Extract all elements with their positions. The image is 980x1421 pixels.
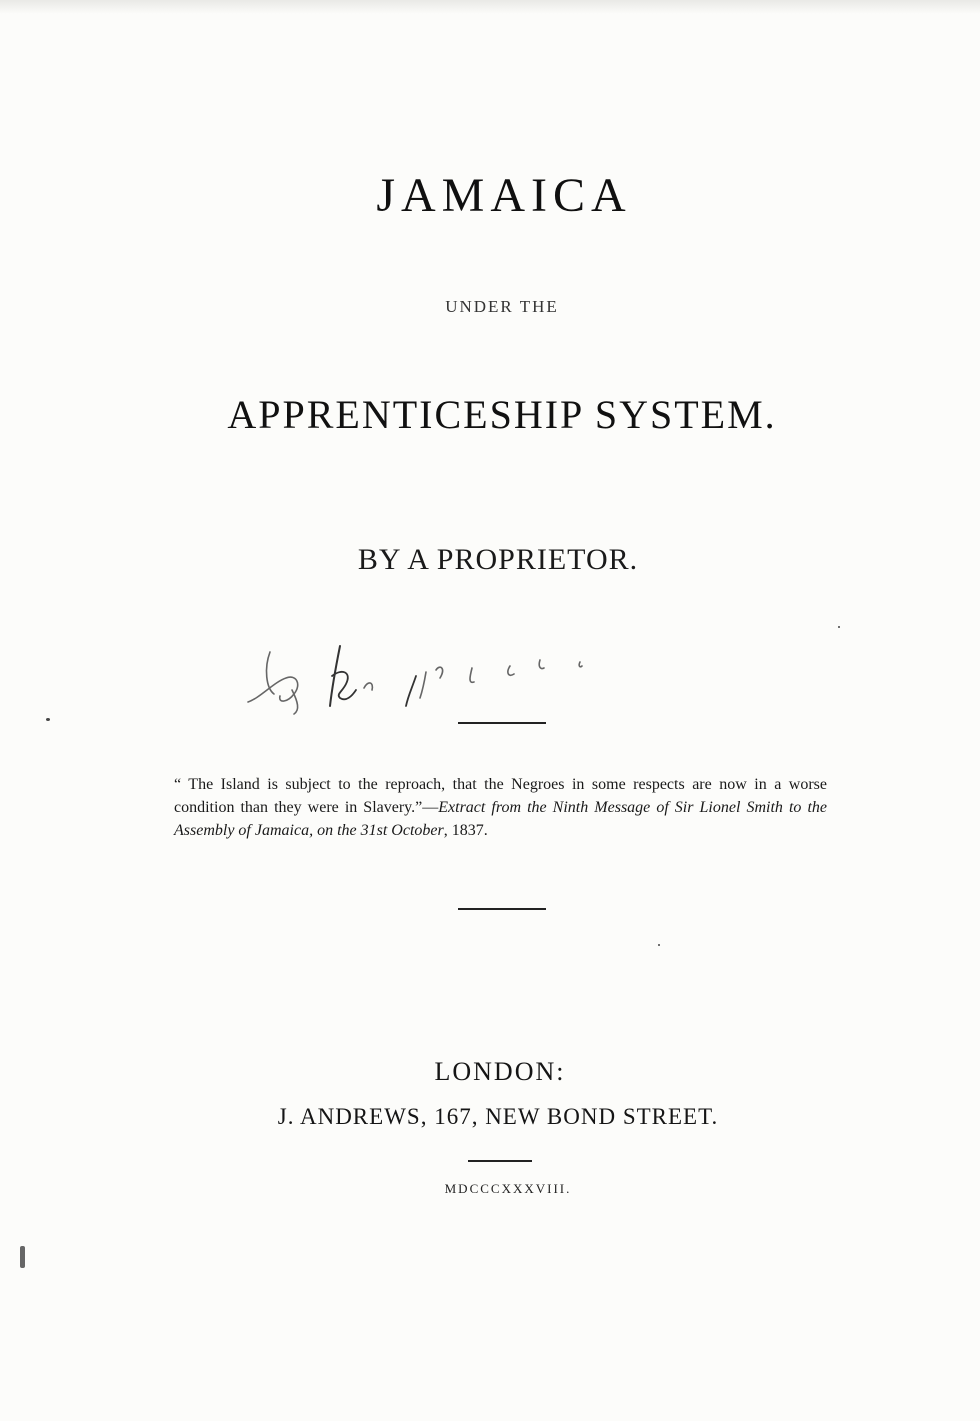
ink-speck xyxy=(46,718,50,721)
page-top-edge xyxy=(0,0,980,14)
ink-speck xyxy=(658,944,660,946)
divider-rule xyxy=(458,908,546,910)
book-title: JAMAICA xyxy=(376,169,632,222)
book-subtitle: APPRENTICESHIP SYSTEM. xyxy=(227,392,777,437)
handwritten-signature xyxy=(240,632,620,722)
epigraph xyxy=(174,773,827,842)
divider-rule xyxy=(458,722,546,724)
imprint-city: LONDON: xyxy=(434,1057,566,1086)
divider-rule xyxy=(468,1160,532,1162)
epigraph-source: Extract from the Ninth Message of Sir Lionel Smith to the Assembly of Jamaica, on the 31st October xyxy=(174,799,828,839)
author-byline: BY A PROPRIETOR. xyxy=(357,543,639,576)
epigraph-quote: “ The Island is subject to the reproach, that the Negroes in some respects are now in a worse condition than they were in Slavery.”— xyxy=(174,776,827,816)
title-connector: UNDER THE xyxy=(445,297,559,316)
epigraph-year: , 1837. xyxy=(443,822,488,839)
margin-mark xyxy=(20,1246,25,1268)
imprint-date: MDCCCXXXVIII. xyxy=(444,1181,572,1196)
imprint-publisher: J. ANDREWS, 167, NEW BOND STREET. xyxy=(277,1104,719,1129)
ink-speck xyxy=(838,626,840,628)
